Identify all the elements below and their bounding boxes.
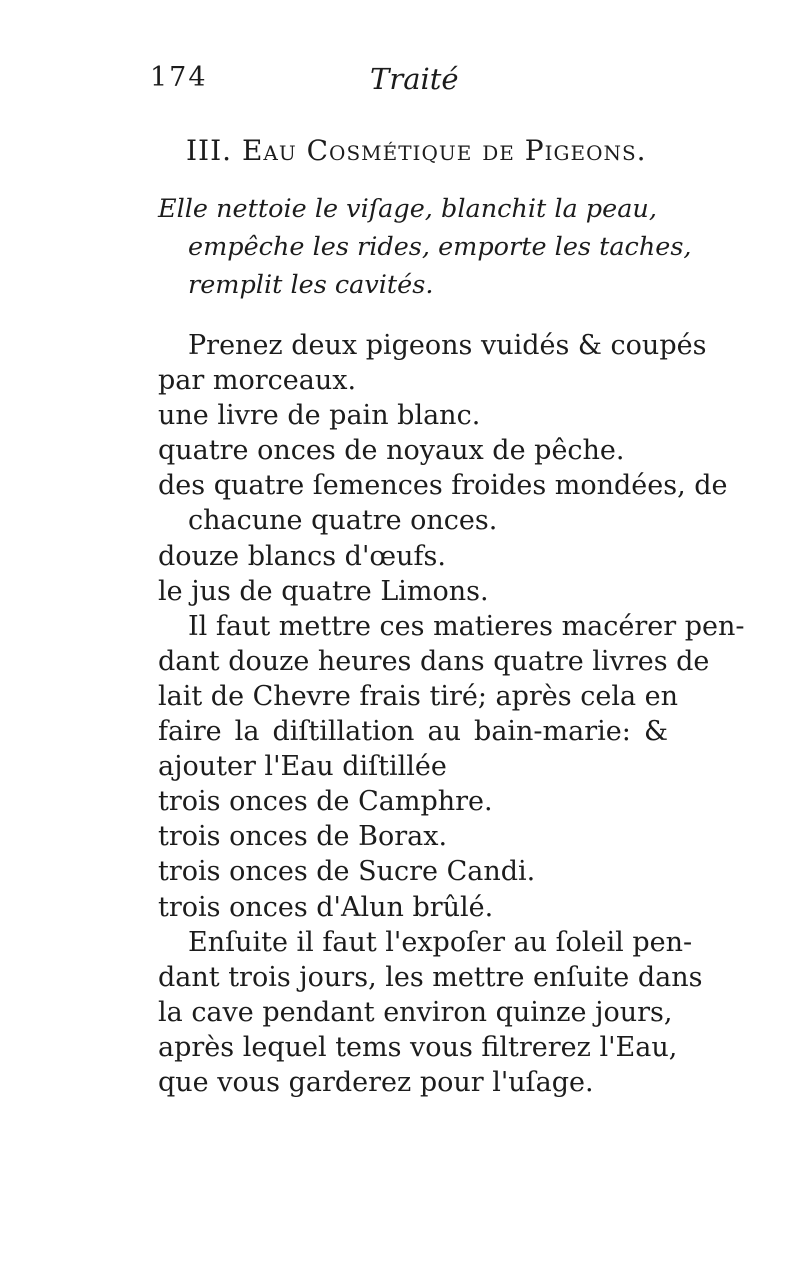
body-line: trois onces de Sucre Candi. — [158, 856, 536, 888]
body-line: dant trois jours, les mettre enſuite dans — [158, 961, 703, 993]
section-title: III. Eau Cosmétique de Pigeons. — [186, 134, 647, 167]
subtitle-line: Elle nettoie le viſage, blanchit la peau, — [158, 194, 657, 224]
body-line: ajouter l'Eau diſtillée — [158, 751, 447, 783]
body-line: quatre onces de noyaux de pêche. — [158, 435, 625, 467]
body-line: par morceaux. — [158, 365, 357, 397]
body-line: trois onces d'Alun brûlé. — [158, 891, 494, 923]
body-line: faire la diſtillation au bain-marie: & — [158, 716, 668, 748]
body-line: trois onces de Camphre. — [158, 786, 493, 818]
body-line: une livre de pain blanc. — [158, 400, 481, 432]
recipe-body — [158, 328, 745, 1100]
running-head — [150, 62, 670, 102]
body-line: lait de Chevre frais tiré; après cela en — [158, 680, 679, 712]
page-number: 174 — [150, 62, 208, 93]
body-line: trois onces de Borax. — [158, 821, 448, 853]
body-line: chacune quatre onces. — [188, 505, 498, 537]
body-line: douze blancs d'œufs. — [158, 540, 446, 572]
body-line: la cave pendant environ quinze jours, — [158, 996, 673, 1028]
body-line: Prenez deux pigeons vuidés & coupés — [188, 330, 707, 361]
body-line: que vous garderez pour l'uſage. — [158, 1066, 594, 1098]
body-line: Il faut mettre ces matieres macérer pen- — [188, 610, 745, 642]
body-line: après lequel tems vous filtrerez l'Eau, — [158, 1031, 678, 1063]
subtitle-line: remplit les cavités. — [188, 270, 434, 300]
body-line: le jus de quatre Limons. — [158, 575, 489, 607]
subtitle-line: empêche les rides, emporte les taches, — [188, 232, 692, 262]
body-line: dant douze heures dans quatre livres de — [158, 645, 710, 677]
running-title: Traité — [370, 62, 459, 96]
body-line: Enſuite il faut l'expoſer au ſoleil pen- — [188, 926, 693, 958]
body-line: des quatre ſemences froides mondées, de — [158, 470, 728, 502]
section-subtitle — [158, 190, 692, 304]
